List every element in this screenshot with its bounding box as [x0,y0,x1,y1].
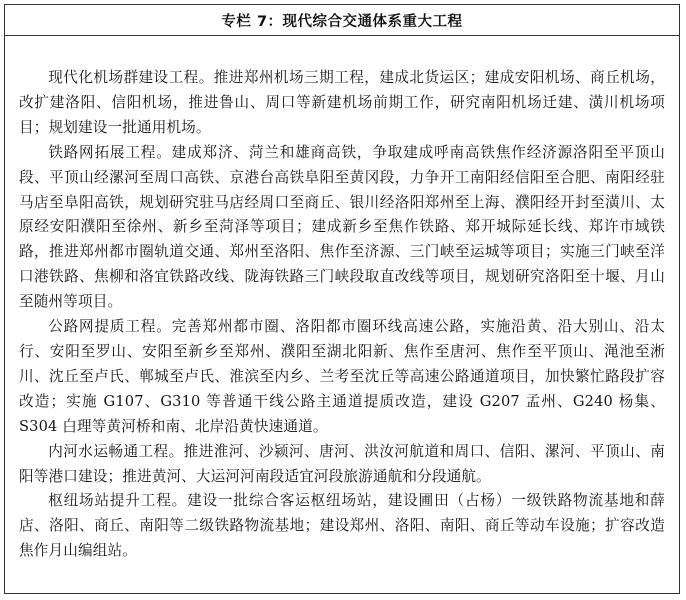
box-body [5,36,679,564]
special-column-box [4,4,680,594]
paragraph-highway: 公路网提质工程。完善郑州都市圈、洛阳都市圈环线高速公路，实施沿黄、沿大别山、沿太行、安阳至罗山、安阳至新乡至郑州、濮阳至湖北阳新、焦作至唐河、焦作至平顶山、渑池至淅川、沈丘至卢氏、郸城至卢氏、淮滨至内乡、兰考至沈丘等高速公路通道项目，加快繁忙路段扩容改造；实施 G107、G310 等普通干线公路主通道提质改造，建设 G207 孟州、G240 杨集、S304 白理等黄河桥和南、北岸沿黄快速通道。 [19,318,665,435]
paragraph-railway: 铁路网拓展工程。建成郑济、菏兰和雄商高铁，争取建成呼南高铁焦作经济源洛阳至平顶山段、平顶山经漯河至周口高铁、京港台高铁阜阳至黄冈段，力争开工南阳经信阳至合肥、南阳经驻马店至阜阳高铁，规划研究驻马店经周口至商丘、银川经洛阳郑州至上海、濮阳经开封至潢川、太原经安阳濮阳至徐州、新乡至菏泽等项目；建成新乡至焦作铁路、郑开城际延长线、郑许市域铁路，推进郑州都市圈轨道交通、郑州至洛阳、焦作至济源、三门峡至运城等项目；实施三门峡至洋口港铁路、焦柳和洛宜铁路改线、陇海铁路三门峡段取直改线等项目，规划研究洛阳至十堰、月山至随州等项目。 [19,143,665,311]
paragraph-hub: 枢纽场站提升工程。建设一批综合客运枢纽场站，建设圃田（占杨）一级铁路物流基地和薛店、洛阳、商丘、南阳等二级铁路物流基地；建设郑州、洛阳、南阳、商丘等动车设施；扩容改造焦作月山编组站。 [19,492,665,560]
paragraph-waterway: 内河水运畅通工程。推进淮河、沙颍河、唐河、洪汝河航道和周口、信阳、漯河、平顶山、南阳等港口建设；推进黄河、大运河河南段适宜河段旅游通航和分段通航。 [19,442,665,485]
box-title: 专栏 7：现代综合交通体系重大工程 [221,13,463,30]
box-header [5,5,679,36]
paragraph-airport: 现代化机场群建设工程。推进郑州机场三期工程，建成北货运区；建成安阳机场、商丘机场，改扩建洛阳、信阳机场，推进鲁山、周口等新建机场前期工作，研究南阳机场迁建、潢川机场项目；规划建设一批通用机场。 [19,69,665,136]
